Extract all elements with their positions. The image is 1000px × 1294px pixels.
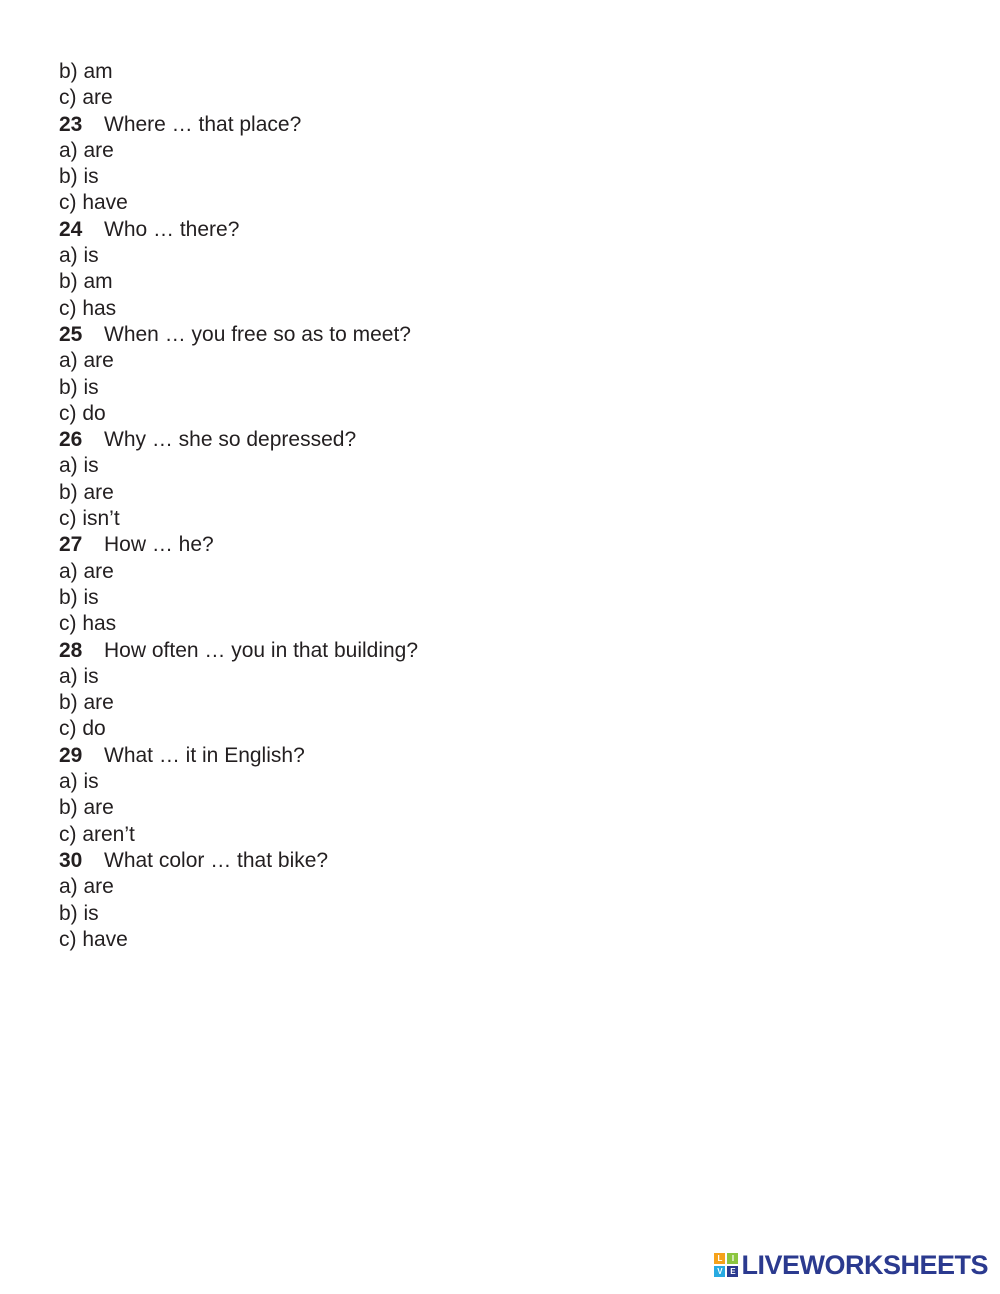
answer-option: c) has [59,612,117,636]
question-text: Why … she so depressed? [104,428,357,452]
answer-option: b) is [59,165,99,189]
answer-option: b) is [59,375,99,399]
question-number: 26 [59,428,83,452]
question-text: Where … that place? [104,112,302,136]
answer-option: c) isn’t [59,507,120,531]
question-number: 27 [59,533,83,557]
question-23 [59,112,759,138]
question-25 [59,322,759,348]
answer-option: a) is [59,454,99,478]
answer-option: c) are [59,86,113,110]
question-text: How often … you in that building? [104,638,419,662]
question-text: When … you free so as to meet? [104,322,411,346]
answer-option: b) is [59,901,99,925]
answer-option: a) is [59,244,99,268]
logo-mark-icon [714,1253,738,1277]
answer-option: b) am [59,270,113,294]
liveworksheets-logo [714,1250,988,1280]
answer-option: c) has [59,296,117,320]
answer-option: b) is [59,585,99,609]
logo-cell: I [727,1253,738,1264]
question-text: What color … that bike? [104,848,329,872]
answer-option: b) are [59,691,114,715]
logo-cell: L [714,1253,725,1264]
answer-option: a) are [59,349,114,373]
answer-option: a) is [59,770,99,794]
answer-option: c) have [59,927,128,951]
question-number: 23 [59,112,83,136]
question-30 [59,848,759,874]
answer-option: a) are [59,559,114,583]
question-number: 29 [59,743,83,767]
question-28 [59,638,759,664]
question-text: What … it in English? [104,743,305,767]
answer-option: b) are [59,796,114,820]
question-24 [59,217,759,243]
question-text: How … he? [104,533,214,557]
question-number: 24 [59,217,83,241]
answer-option: b) am [59,60,113,83]
brand-name: LIVEWORKSHEETS [741,1249,988,1280]
answer-option: c) have [59,191,128,215]
answer-option: c) do [59,401,106,425]
answer-option: a) are [59,138,114,162]
worksheet-content [59,59,759,953]
question-number: 25 [59,322,83,346]
answer-option: a) is [59,664,99,688]
question-number: 28 [59,638,83,662]
question-text: Who … there? [104,217,240,241]
question-26 [59,427,759,453]
question-27 [59,532,759,558]
answer-option: c) do [59,717,106,741]
answer-option: a) are [59,875,114,899]
answer-option: b) are [59,480,114,504]
question-29 [59,743,759,769]
answer-option: c) aren’t [59,822,135,846]
question-number: 30 [59,848,83,872]
logo-cell: E [727,1266,738,1277]
logo-cell: V [714,1266,725,1277]
